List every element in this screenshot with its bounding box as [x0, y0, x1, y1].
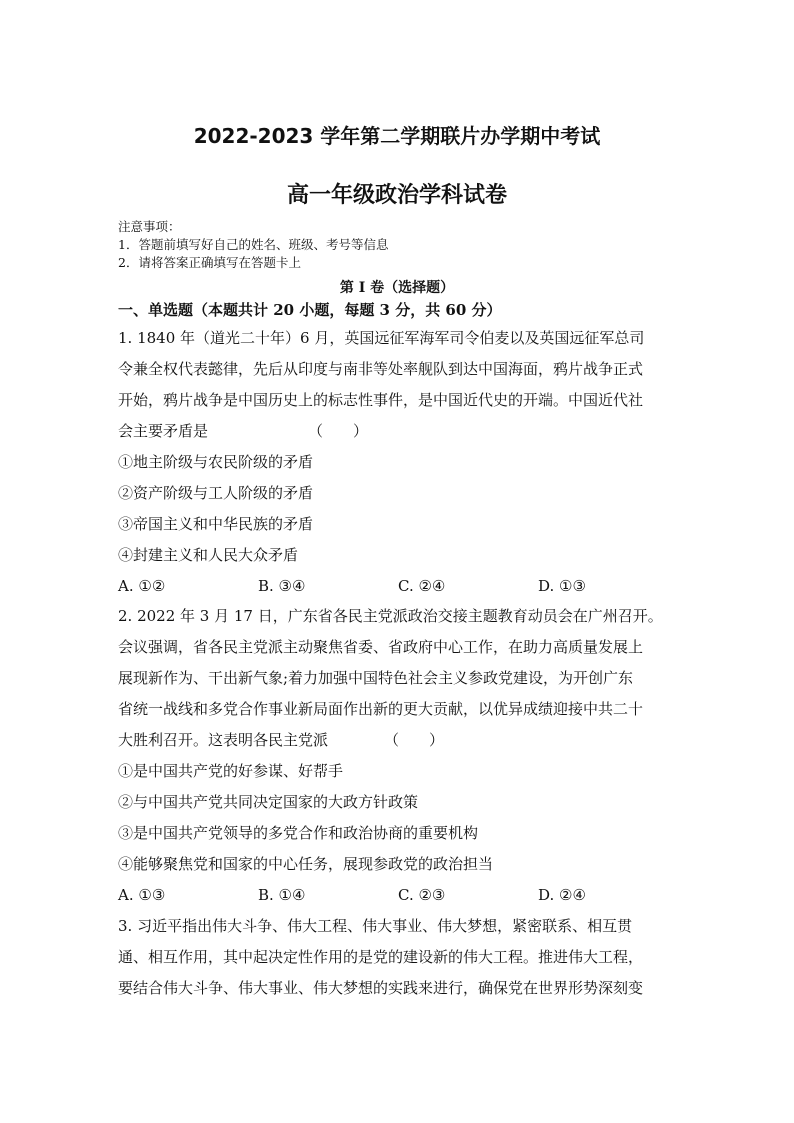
question-stem-line: 会主要矛盾是 （ ） [118, 422, 369, 440]
question-stem-line: 展现新作为、干出新气象;着力加强中国特色社会主义参政党建设，为开创广东 [118, 669, 634, 687]
choice-d: D. ②④ [538, 886, 586, 904]
question-stem-line: 要结合伟大斗争、伟大事业、伟大梦想的实践来进行，确保党在世界形势深刻变 [118, 979, 644, 997]
statement: ③是中国共产党领导的多党合作和政治协商的重要机构 [118, 824, 479, 842]
statement: ④能够聚焦党和国家的中心任务，展现参政党的政治担当 [118, 855, 494, 873]
choice-b: B. ①④ [258, 886, 306, 904]
statement: ①地主阶级与农民阶级的矛盾 [118, 453, 314, 471]
exam-notes [118, 218, 388, 272]
answer-paren: （ ） [384, 731, 445, 749]
question-1 [118, 323, 678, 602]
choice-d: D. ①③ [538, 577, 586, 595]
statement: ②资产阶级与工人阶级的矛盾 [118, 484, 314, 502]
statement: ②与中国共产党共同决定国家的大政方针政策 [118, 793, 419, 811]
question-stem-line: 会议强调，省各民主党派主动聚焦省委、省政府中心工作，在助力高质量发展上 [118, 638, 644, 656]
question-stem-line: 1. 1840 年（道光二十年）6 月，英国远征军海军司令伯麦以及英国远征军总司 [118, 329, 645, 347]
statement: ④封建主义和人民大众矛盾 [118, 546, 299, 564]
statement: ③帝国主义和中华民族的矛盾 [118, 515, 314, 533]
answer-choices [118, 880, 678, 911]
choice-c: C. ②③ [398, 886, 446, 904]
choice-a: A. ①② [118, 577, 166, 595]
question-stem-line: 3. 习近平指出伟大斗争、伟大工程、伟大事业、伟大梦想，紧密联系、相互贯 [118, 917, 633, 935]
exam-title: 2022-2023 学年第二学期联片办学期中考试 [193, 124, 601, 148]
question-stem-line: 大胜利召开。这表明各民主党派 （ ） [118, 731, 445, 749]
question-stem-line: 令兼全权代表懿律，先后从印度与南非等处率舰队到达中国海面，鸦片战争正式 [118, 360, 644, 378]
notes-label: 注意事项： [118, 219, 181, 234]
answer-paren: （ ） [308, 422, 369, 440]
question-stem-line: 2. 2022 年 3 月 17 日，广东省各民主党派政治交接主题教育动员会在广州召开。 [118, 607, 663, 625]
choice-b: B. ③④ [258, 577, 306, 595]
question-2 [118, 601, 678, 911]
question-stem-line: 通、相互作用，其中起决定性作用的是党的建设新的伟大工程。推进伟大工程， [118, 948, 644, 966]
choice-c: C. ②④ [398, 577, 446, 595]
question-stem-line: 省统一战线和多党合作事业新局面作出新的更大贡献，以优异成绩迎接中共二十 [118, 700, 644, 718]
notes-item: 2．请将答案正确填写在答题卡上 [118, 255, 301, 270]
volume-title: 第 I 卷（选择题） [339, 280, 455, 296]
statement: ①是中国共产党的好参谋、好帮手 [118, 762, 344, 780]
choice-a: A. ①③ [118, 886, 166, 904]
section-heading: 一、单选题（本题共计 20 小题，每题 3 分，共 60 分） [118, 301, 502, 319]
notes-item: 1．答题前填写好自己的姓名、班级、考号等信息 [118, 237, 389, 252]
question-3 [118, 911, 678, 1004]
answer-choices [118, 571, 678, 602]
question-stem-line: 开始，鸦片战争是中国历史上的标志性事件，是中国近代史的开端。中国近代社 [118, 391, 644, 409]
exam-subtitle: 高一年级政治学科试卷 [286, 183, 507, 208]
